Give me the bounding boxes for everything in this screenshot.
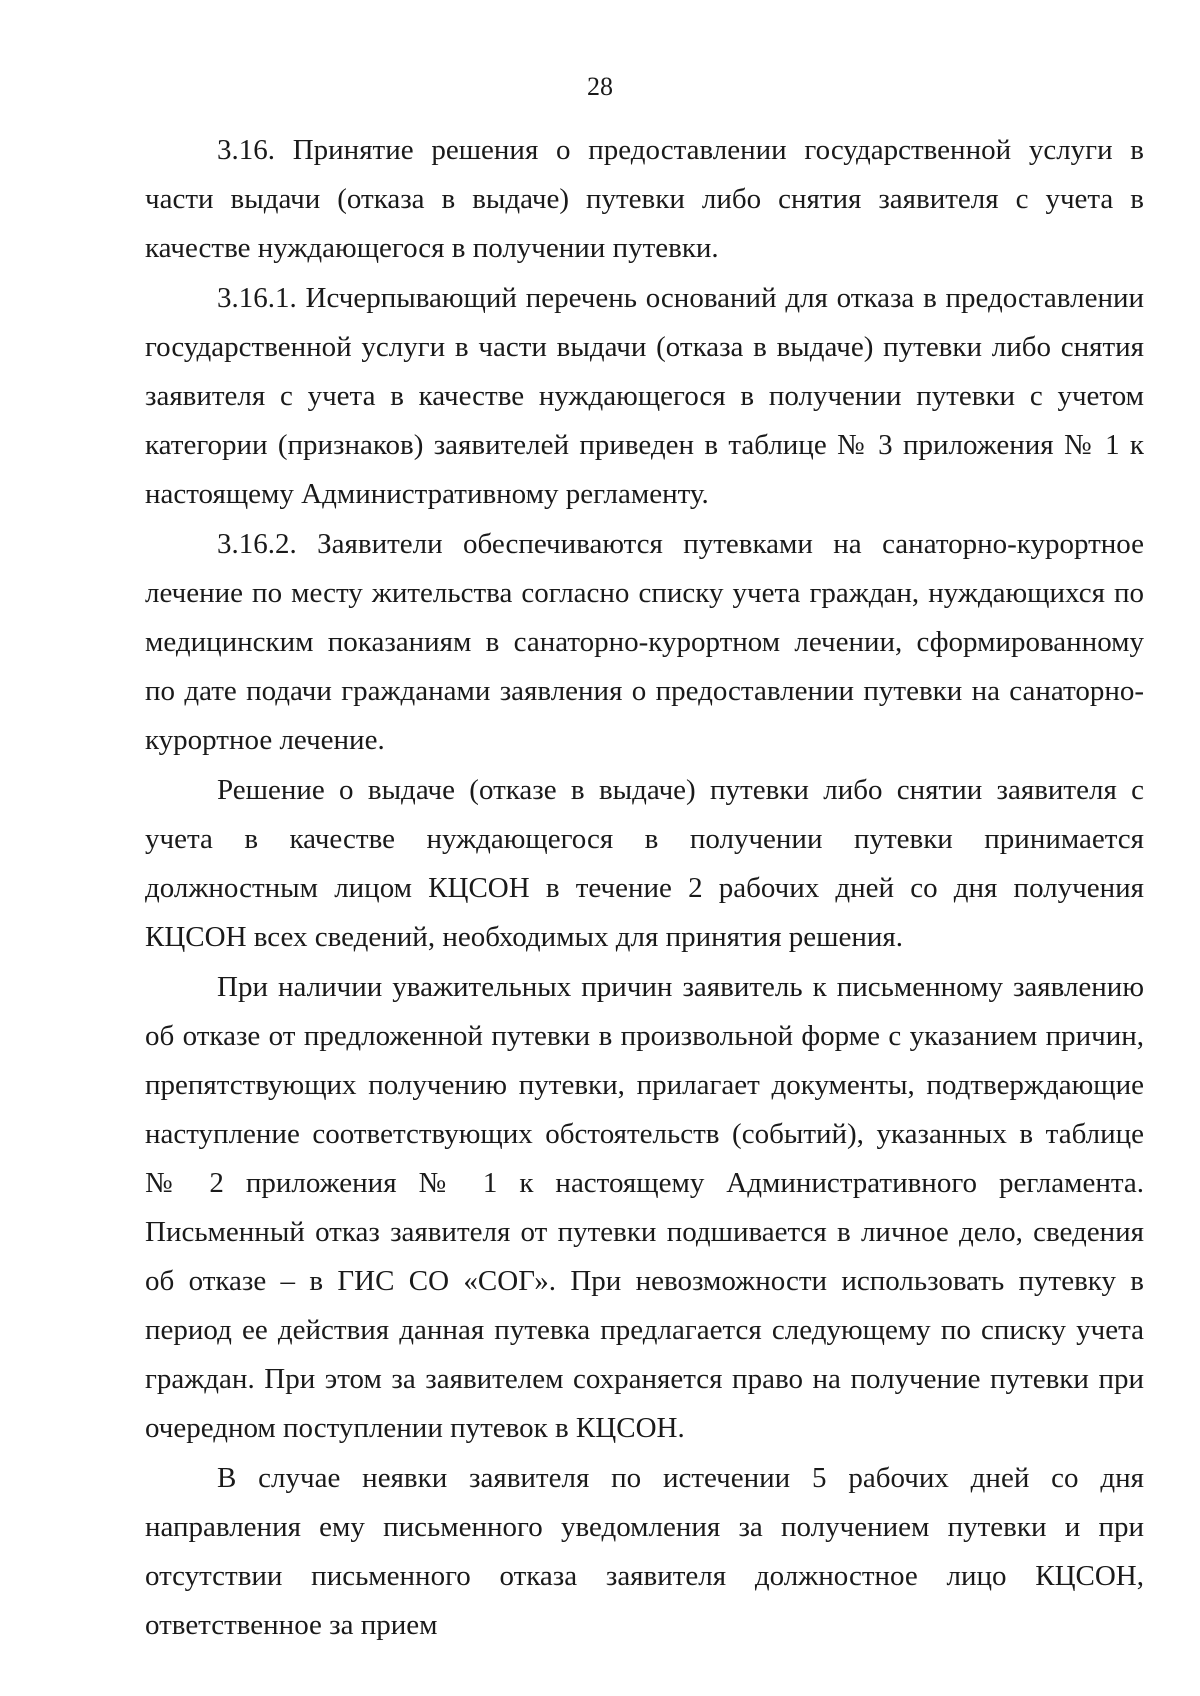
paragraph-non-appearance: В случае неявки заявителя по истечении 5 рабочих дней со дня направления ему письменного уведомления за получением путевки и при отсутствии письменного отказа заявителя должностное лицо КЦСОН, ответственное за прием	[145, 1462, 1144, 1641]
paragraph-3-16-1: 3.16.1. Исчерпывающий перечень оснований для отказа в предоставлении государственной услуги в части выдачи (отказа в выдаче) путевки либо снятия заявителя с учета в качестве нуждающегося в получении путевки с учетом категории (признаков) заявителей приведен в таблице № 3 приложения № 1 к настоящему Административному регламенту.	[145, 282, 1144, 510]
paragraph-3-16: 3.16. Принятие решения о предоставлении государственной услуги в части выдачи (отказа в выдаче) путевки либо снятия заявителя с учета в качестве нуждающегося в получении путевки.	[145, 134, 1144, 264]
paragraph-3-16-2: 3.16.2. Заявители обеспечиваются путевками на санаторно-курортное лечение по месту жительства согласно списку учета граждан, нуждающихся по медицинским показаниям в санаторно-курортном лечении, сформированному по дате подачи гражданами заявления о предоставлении путевки на санаторно-курортное лечение.	[145, 528, 1144, 756]
document-body	[145, 126, 1144, 1651]
paragraph-valid-reasons: При наличии уважительных причин заявитель к письменному заявлению об отказе от предложенной путевки в произвольной форме с указанием причин, препятствующих получению путевки, прилагает документы, подтверждающие наступление соответствующих обстоятельств (событий), указанных в таблице № 2 приложения № 1 к настоящему Административного регламента. Письменный отказ заявителя от путевки подшивается в личное дело, сведения об отказе – в ГИС СО «СОГ». При невозможности использовать путевку в период ее действия данная путевка предлагается следующему по списку учета граждан. При этом за заявителем сохраняется право на получение путевки при очередном поступлении путевок в КЦСОН.	[145, 971, 1144, 1444]
paragraph-decision: Решение о выдаче (отказе в выдаче) путевки либо снятии заявителя с учета в качестве нуждающегося в получении путевки принимается должностным лицом КЦСОН в течение 2 рабочих дней со дня получения КЦСОН всех сведений, необходимых для принятия решения.	[145, 774, 1144, 953]
page-number: 28	[587, 72, 613, 101]
